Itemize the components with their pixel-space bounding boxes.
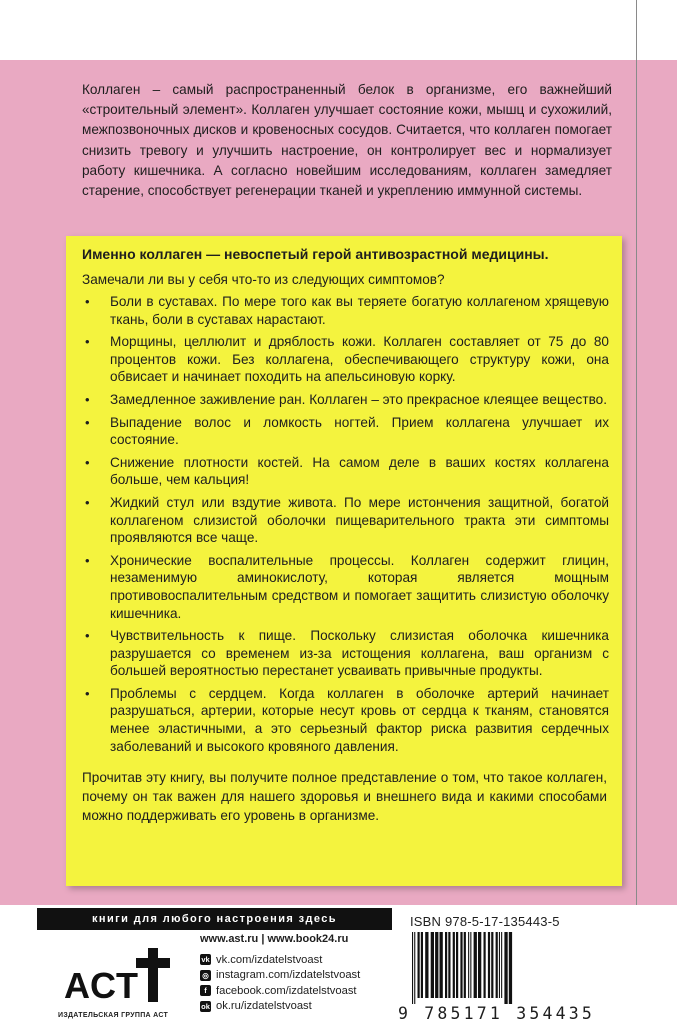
isbn-barcode xyxy=(410,932,632,1004)
barcode-bar xyxy=(448,932,450,998)
symptom-item xyxy=(82,293,609,328)
top-white-band xyxy=(0,0,677,60)
barcode-bar xyxy=(440,932,443,998)
barcode-bar xyxy=(470,932,471,998)
symptom-text: Чувствительность к пище. Поскольку слизистая оболочка кишечника разрушается со временем из-за истощения коллагена, ваш организм с большей вероятностью перестанет усваивать привычные продукты. xyxy=(110,628,609,679)
symptom-item xyxy=(82,494,609,547)
bullet-icon: • xyxy=(85,334,90,350)
outro-paragraph: Прочитав эту книгу, вы получите полное представление о том, что такое коллаген, почему он так важен для нашего здоровья и внешнего вида и какими способами можно поддерживать его уровень в организме. xyxy=(82,770,607,824)
slogan-banner: книги для любого настроения здесь xyxy=(37,908,392,930)
barcode-bar xyxy=(435,932,438,998)
social-link-facebook[interactable] xyxy=(200,983,360,999)
social-link-ok[interactable] xyxy=(200,999,360,1015)
symptom-text: Замедленное заживление ран. Коллаген – это прекрасное клеящее вещество. xyxy=(110,391,607,407)
symptom-item xyxy=(82,414,609,449)
logo-text: ACT xyxy=(64,965,138,1006)
publisher-name: ИЗДАТЕЛЬСКАЯ ГРУППА АСТ xyxy=(58,1012,169,1019)
social-link-text: instagram.com/izdatelstvoast xyxy=(216,969,361,982)
social-link-instagram[interactable] xyxy=(200,968,360,984)
barcode-bar xyxy=(453,932,455,998)
bullet-icon: • xyxy=(85,552,90,568)
symptom-text: Хронические воспалительные процессы. Коллаген содержит глицин, незаменимую аминокислоту, которая является мощным противовоспалительным средством и помогает защитить слизистую оболочку кишечника. xyxy=(110,552,609,621)
barcode-bar xyxy=(421,932,423,998)
social-link-vk[interactable] xyxy=(200,952,360,968)
symptom-text: Выпадение волос и ломкость ногтей. Прием коллагена улучшает их состояние. xyxy=(110,414,609,448)
website-links[interactable]: www.ast.ru | www.book24.ru xyxy=(200,933,349,945)
bullet-icon: • xyxy=(85,391,90,407)
barcode-bar xyxy=(464,932,466,998)
intro-paragraph: Коллаген – самый распространенный белок в организме, его важнейший «строительный элемент». Коллаген улучшает состояние кожи, мышц и сухожилий, межпозвоночных дисков и кровеносных сосудов. Считается, что коллаген помогает снизить тревогу и улучшить настроение, он контролирует вес и нормализует работу кишечника. А согласно новейшим исследованиям, коллаген замедляет старение, способствует регенерации тканей и укреплению иммунной системы. xyxy=(82,82,612,199)
social-link-text: facebook.com/izdatelstvoast xyxy=(216,984,357,997)
barcode-bar xyxy=(412,932,413,1004)
symptom-text: Морщины, целлюлит и дряблость кожи. Коллаген составляет от 75 до 80 процентов кожи. Без коллагена, обеспечивающего структуру кожи, она обвисает и начинает походить на апельсиновую корку. xyxy=(110,334,609,385)
barcode-bar xyxy=(445,932,447,998)
bullet-icon: • xyxy=(85,294,90,309)
bullet-icon: • xyxy=(85,494,90,510)
barcode-bar xyxy=(499,932,500,998)
instagram-icon: ◎ xyxy=(200,970,211,981)
barcode-bar xyxy=(460,932,462,998)
symptom-item xyxy=(82,685,609,755)
barcode-bar xyxy=(491,932,493,998)
symptom-text: Боли в суставах. По мере того как вы теряете богатую коллагеном хрящевую ткань, боли в суставах нарастают. xyxy=(110,294,609,327)
barcode-bar xyxy=(478,932,481,998)
symptom-item xyxy=(82,333,609,386)
isbn-label: ISBN 978-5-17-135443-5 xyxy=(410,914,560,929)
symptoms-list xyxy=(82,293,609,755)
symptom-text: Проблемы с сердцем. Когда коллаген в оболочке артерий начинает разрушаться, артерии, которые несут кровь от сердца к тканям, становятся менее эластичными, а это серьезный фактор риска развития сердечных заболеваний и высокого кровяного давления. xyxy=(110,685,609,754)
barcode-bar xyxy=(501,932,502,998)
barcode-bar xyxy=(474,932,477,998)
symptoms-box-content xyxy=(82,244,609,825)
bullet-icon: • xyxy=(85,685,90,701)
spine-line xyxy=(636,0,637,1033)
barcode-bar xyxy=(418,932,420,998)
symptoms-question: Замечали ли вы у себя что-то из следующих симптомов? xyxy=(82,272,445,287)
symptom-item xyxy=(82,552,609,622)
barcode-bar xyxy=(414,932,415,1004)
bullet-icon: • xyxy=(85,454,90,470)
symptom-item xyxy=(82,627,609,680)
bullet-icon: • xyxy=(85,628,90,644)
barcode-bar xyxy=(425,932,428,998)
symptom-text: Снижение плотности костей. На самом деле в ваших костях коллагена больше, чем кальция! xyxy=(110,454,609,488)
social-link-text: ok.ru/izdatelstvoast xyxy=(216,1000,312,1013)
barcode-bar xyxy=(509,932,512,1004)
barcode-digits: 9 785171 354435 xyxy=(398,1004,596,1023)
barcode-bar xyxy=(504,932,507,1004)
facebook-icon: f xyxy=(200,985,211,996)
symptom-text: Жидкий стул или вздутие живота. По мере истончения защитной, богатой коллагеном слизистой оболочки пищеварительного тракта эти симптомы проявляются все чаще. xyxy=(110,494,609,546)
bullet-icon: • xyxy=(85,414,90,430)
barcode-bar xyxy=(484,932,486,998)
symptoms-box xyxy=(66,236,622,886)
barcode-bar xyxy=(456,932,458,998)
social-link-text: vk.com/izdatelstvoast xyxy=(216,953,323,966)
logo-cross-icon xyxy=(136,948,170,1002)
symptom-item xyxy=(82,454,609,489)
symptom-item xyxy=(82,391,609,409)
vk-icon: vk xyxy=(201,955,210,965)
lead-heading: Именно коллаген — невоспетый герой антивозрастной медицины. xyxy=(82,246,549,262)
barcode-bar xyxy=(431,932,434,998)
barcode-bar xyxy=(468,932,469,998)
social-links xyxy=(200,952,360,1014)
barcode-bar xyxy=(488,932,490,998)
barcode-bar xyxy=(496,932,498,998)
ok-icon: ok xyxy=(201,1001,210,1011)
